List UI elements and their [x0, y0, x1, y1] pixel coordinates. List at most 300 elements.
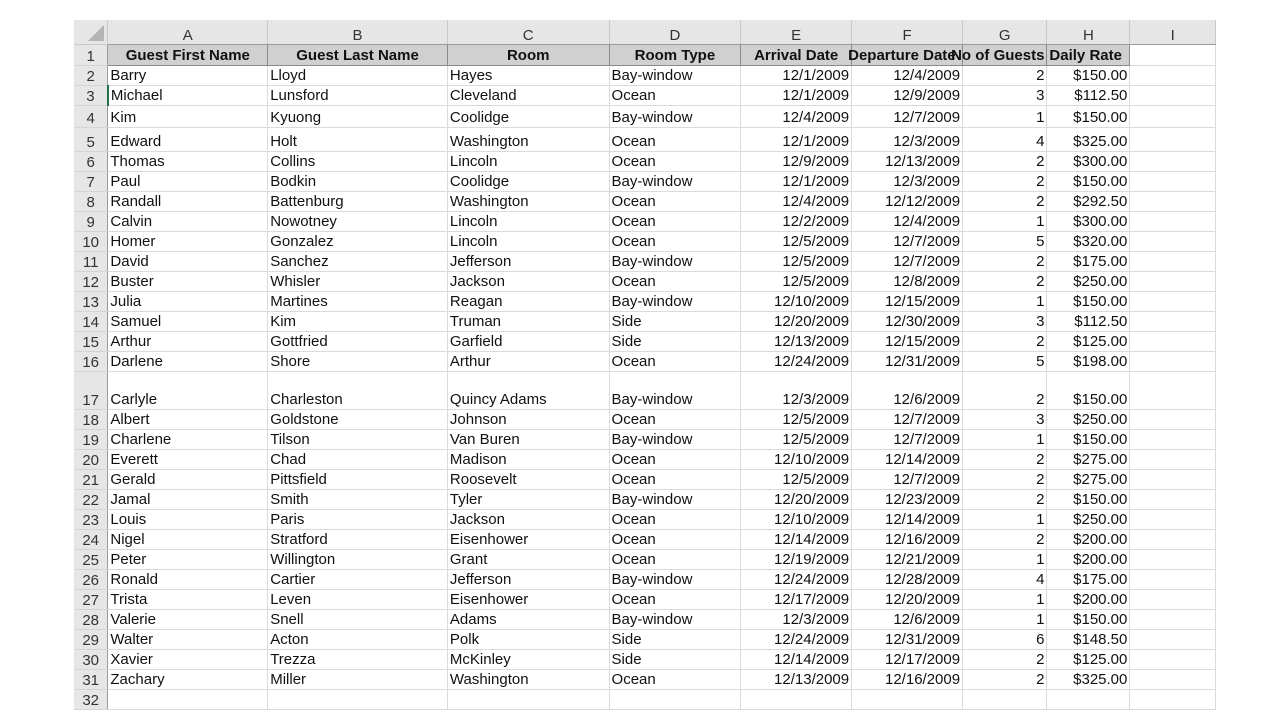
cell-guests[interactable]: 1: [963, 590, 1047, 610]
empty-cell[interactable]: [1130, 212, 1216, 232]
cell-daily-rate[interactable]: $150.00: [1047, 292, 1130, 312]
cell-daily-rate[interactable]: $300.00: [1047, 152, 1130, 172]
cell-last-name[interactable]: Martines: [268, 292, 448, 312]
cell-guests[interactable]: 2: [963, 66, 1047, 86]
cell-first-name[interactable]: Carlyle: [108, 372, 268, 410]
cell-departure-date[interactable]: 12/31/2009: [852, 352, 963, 372]
cell-last-name[interactable]: Tilson: [268, 430, 448, 450]
cell-departure-date[interactable]: 12/7/2009: [852, 430, 963, 450]
cell-room[interactable]: Tyler: [447, 490, 609, 510]
cell-daily-rate[interactable]: $325.00: [1047, 128, 1130, 152]
cell-arrival-date[interactable]: 12/24/2009: [741, 352, 852, 372]
cell-daily-rate[interactable]: $150.00: [1047, 610, 1130, 630]
column-header-c[interactable]: C: [447, 20, 609, 45]
cell-room[interactable]: McKinley: [447, 650, 609, 670]
cell-room-type[interactable]: Bay-window: [609, 490, 741, 510]
cell-last-name[interactable]: Charleston: [268, 372, 448, 410]
header-cell-first-name[interactable]: Guest First Name: [108, 45, 268, 66]
spreadsheet-grid[interactable]: [74, 20, 1216, 709]
empty-cell[interactable]: [1130, 690, 1216, 710]
cell-daily-rate[interactable]: $150.00: [1047, 66, 1130, 86]
row-header[interactable]: 7: [74, 172, 108, 192]
cell-room[interactable]: Eisenhower: [447, 590, 609, 610]
cell-guests[interactable]: 6: [963, 630, 1047, 650]
cell-daily-rate[interactable]: $150.00: [1047, 372, 1130, 410]
empty-cell[interactable]: [1130, 232, 1216, 252]
column-header-h[interactable]: H: [1047, 20, 1130, 45]
cell-first-name[interactable]: Zachary: [108, 670, 268, 690]
empty-cell[interactable]: [1130, 352, 1216, 372]
empty-cell[interactable]: [1130, 252, 1216, 272]
cell-first-name[interactable]: Arthur: [108, 332, 268, 352]
cell-departure-date[interactable]: 12/28/2009: [852, 570, 963, 590]
header-cell-room[interactable]: Room: [447, 45, 609, 66]
cell-daily-rate[interactable]: $150.00: [1047, 490, 1130, 510]
cell-last-name[interactable]: Willington: [268, 550, 448, 570]
cell-first-name[interactable]: Randall: [108, 192, 268, 212]
cell-last-name[interactable]: Acton: [268, 630, 448, 650]
cell-guests[interactable]: 2: [963, 372, 1047, 410]
cell-last-name[interactable]: Goldstone: [268, 410, 448, 430]
cell-daily-rate[interactable]: $200.00: [1047, 530, 1130, 550]
cell-first-name[interactable]: Ronald: [108, 570, 268, 590]
cell-departure-date[interactable]: 12/15/2009: [852, 332, 963, 352]
cell-guests[interactable]: 2: [963, 470, 1047, 490]
cell-departure-date[interactable]: 12/30/2009: [852, 312, 963, 332]
cell-room-type[interactable]: Ocean: [609, 272, 741, 292]
cell-daily-rate[interactable]: [1047, 690, 1130, 710]
cell-first-name[interactable]: Thomas: [108, 152, 268, 172]
row-header[interactable]: 2: [74, 66, 108, 86]
cell-room[interactable]: Coolidge: [447, 172, 609, 192]
row-header[interactable]: 22: [74, 490, 108, 510]
column-header-d[interactable]: D: [609, 20, 741, 45]
cell-daily-rate[interactable]: $148.50: [1047, 630, 1130, 650]
cell-arrival-date[interactable]: 12/13/2009: [741, 670, 852, 690]
cell-guests[interactable]: 2: [963, 172, 1047, 192]
cell-first-name[interactable]: Everett: [108, 450, 268, 470]
cell-arrival-date[interactable]: 12/5/2009: [741, 470, 852, 490]
cell-last-name[interactable]: Lloyd: [268, 66, 448, 86]
cell-room-type[interactable]: Ocean: [609, 450, 741, 470]
cell-last-name[interactable]: Leven: [268, 590, 448, 610]
row-header[interactable]: 12: [74, 272, 108, 292]
cell-last-name[interactable]: Nowotney: [268, 212, 448, 232]
cell-room[interactable]: Washington: [447, 128, 609, 152]
cell-guests[interactable]: 2: [963, 332, 1047, 352]
row-header[interactable]: 15: [74, 332, 108, 352]
cell-guests[interactable]: 5: [963, 232, 1047, 252]
cell-first-name[interactable]: Darlene: [108, 352, 268, 372]
cell-arrival-date[interactable]: 12/4/2009: [741, 106, 852, 128]
cell-daily-rate[interactable]: $275.00: [1047, 450, 1130, 470]
empty-cell[interactable]: [1130, 192, 1216, 212]
cell-daily-rate[interactable]: $112.50: [1047, 312, 1130, 332]
header-cell-last-name[interactable]: Guest Last Name: [268, 45, 448, 66]
row-header[interactable]: 13: [74, 292, 108, 312]
cell-arrival-date[interactable]: 12/24/2009: [741, 570, 852, 590]
select-all-corner[interactable]: [74, 20, 108, 45]
row-header[interactable]: 24: [74, 530, 108, 550]
row-header[interactable]: 4: [74, 106, 108, 128]
cell-arrival-date[interactable]: 12/1/2009: [741, 66, 852, 86]
empty-cell[interactable]: [1130, 86, 1216, 106]
cell-guests[interactable]: 4: [963, 570, 1047, 590]
cell-arrival-date[interactable]: 12/20/2009: [741, 312, 852, 332]
cell-departure-date[interactable]: 12/21/2009: [852, 550, 963, 570]
cell-daily-rate[interactable]: $250.00: [1047, 272, 1130, 292]
cell-first-name[interactable]: Samuel: [108, 312, 268, 332]
row-header[interactable]: 26: [74, 570, 108, 590]
cell-room[interactable]: Jefferson: [447, 252, 609, 272]
cell-first-name[interactable]: [108, 690, 268, 710]
empty-cell[interactable]: [1130, 530, 1216, 550]
empty-cell[interactable]: [1130, 372, 1216, 410]
empty-cell[interactable]: [1130, 66, 1216, 86]
cell-arrival-date[interactable]: 12/14/2009: [741, 530, 852, 550]
cell-last-name[interactable]: Kyuong: [268, 106, 448, 128]
cell-room-type[interactable]: Bay-window: [609, 610, 741, 630]
cell-room[interactable]: Coolidge: [447, 106, 609, 128]
cell-room[interactable]: Quincy Adams: [447, 372, 609, 410]
cell-room[interactable]: Lincoln: [447, 152, 609, 172]
cell-guests[interactable]: 2: [963, 192, 1047, 212]
empty-cell[interactable]: [1130, 450, 1216, 470]
cell-last-name[interactable]: Chad: [268, 450, 448, 470]
row-header[interactable]: 32: [74, 690, 108, 710]
cell-arrival-date[interactable]: 12/10/2009: [741, 450, 852, 470]
cell-last-name[interactable]: [268, 690, 448, 710]
row-header[interactable]: 18: [74, 410, 108, 430]
cell-guests[interactable]: 2: [963, 650, 1047, 670]
cell-room[interactable]: Roosevelt: [447, 470, 609, 490]
cell-arrival-date[interactable]: 12/4/2009: [741, 192, 852, 212]
cell-daily-rate[interactable]: $175.00: [1047, 570, 1130, 590]
cell-room[interactable]: [447, 690, 609, 710]
row-header[interactable]: 31: [74, 670, 108, 690]
empty-cell[interactable]: [1130, 430, 1216, 450]
cell-first-name[interactable]: Gerald: [108, 470, 268, 490]
cell-departure-date[interactable]: 12/12/2009: [852, 192, 963, 212]
cell-first-name[interactable]: Edward: [108, 128, 268, 152]
column-header-f[interactable]: F: [852, 20, 963, 45]
cell-departure-date[interactable]: 12/15/2009: [852, 292, 963, 312]
cell-first-name[interactable]: David: [108, 252, 268, 272]
cell-arrival-date[interactable]: 12/2/2009: [741, 212, 852, 232]
empty-cell[interactable]: [1130, 510, 1216, 530]
row-header[interactable]: 5: [74, 128, 108, 152]
cell-departure-date[interactable]: 12/3/2009: [852, 172, 963, 192]
row-header[interactable]: 19: [74, 430, 108, 450]
cell-guests[interactable]: 3: [963, 312, 1047, 332]
cell-arrival-date[interactable]: 12/5/2009: [741, 410, 852, 430]
cell-departure-date[interactable]: 12/7/2009: [852, 106, 963, 128]
cell-departure-date[interactable]: 12/4/2009: [852, 66, 963, 86]
header-cell-daily-rate[interactable]: Daily Rate: [1047, 45, 1130, 66]
cell-guests[interactable]: [963, 690, 1047, 710]
row-header[interactable]: 27: [74, 590, 108, 610]
cell-room-type[interactable]: Side: [609, 332, 741, 352]
cell-room-type[interactable]: Bay-window: [609, 252, 741, 272]
cell-first-name[interactable]: Buster: [108, 272, 268, 292]
cell-arrival-date[interactable]: 12/5/2009: [741, 430, 852, 450]
cell-guests[interactable]: 2: [963, 252, 1047, 272]
row-header[interactable]: 10: [74, 232, 108, 252]
cell-daily-rate[interactable]: $112.50: [1047, 86, 1130, 106]
cell-arrival-date[interactable]: 12/3/2009: [741, 372, 852, 410]
cell-room-type[interactable]: Ocean: [609, 152, 741, 172]
cell-daily-rate[interactable]: $150.00: [1047, 172, 1130, 192]
cell-daily-rate[interactable]: $250.00: [1047, 410, 1130, 430]
column-header-a[interactable]: A: [108, 20, 268, 45]
cell-guests[interactable]: 1: [963, 292, 1047, 312]
cell-guests[interactable]: 1: [963, 550, 1047, 570]
cell-room[interactable]: Jackson: [447, 510, 609, 530]
header-cell-no-of-guests[interactable]: No of Guests: [963, 45, 1047, 66]
cell-guests[interactable]: 1: [963, 610, 1047, 630]
cell-first-name[interactable]: Michael: [108, 86, 268, 106]
cell-room-type[interactable]: Ocean: [609, 550, 741, 570]
empty-cell[interactable]: [1130, 172, 1216, 192]
cell-departure-date[interactable]: 12/7/2009: [852, 232, 963, 252]
empty-cell[interactable]: [1130, 272, 1216, 292]
cell-arrival-date[interactable]: 12/10/2009: [741, 292, 852, 312]
empty-cell[interactable]: [1130, 570, 1216, 590]
cell-arrival-date[interactable]: 12/19/2009: [741, 550, 852, 570]
cell-guests[interactable]: 1: [963, 106, 1047, 128]
cell-last-name[interactable]: Sanchez: [268, 252, 448, 272]
cell-room[interactable]: Washington: [447, 192, 609, 212]
cell-first-name[interactable]: Valerie: [108, 610, 268, 630]
cell-guests[interactable]: 4: [963, 128, 1047, 152]
cell-room-type[interactable]: Bay-window: [609, 172, 741, 192]
cell-guests[interactable]: 3: [963, 86, 1047, 106]
empty-cell[interactable]: [1130, 410, 1216, 430]
row-header[interactable]: 25: [74, 550, 108, 570]
cell-arrival-date[interactable]: 12/20/2009: [741, 490, 852, 510]
cell-departure-date[interactable]: 12/13/2009: [852, 152, 963, 172]
cell-room-type[interactable]: Bay-window: [609, 430, 741, 450]
row-header[interactable]: 3: [74, 86, 108, 106]
cell-room-type[interactable]: Bay-window: [609, 106, 741, 128]
cell-last-name[interactable]: Collins: [268, 152, 448, 172]
cell-arrival-date[interactable]: [741, 690, 852, 710]
cell-daily-rate[interactable]: $198.00: [1047, 352, 1130, 372]
cell-departure-date[interactable]: 12/3/2009: [852, 128, 963, 152]
cell-first-name[interactable]: Kim: [108, 106, 268, 128]
cell-guests[interactable]: 2: [963, 450, 1047, 470]
cell-room[interactable]: Jefferson: [447, 570, 609, 590]
cell-last-name[interactable]: Lunsford: [268, 86, 448, 106]
cell-arrival-date[interactable]: 12/5/2009: [741, 232, 852, 252]
column-header-g[interactable]: G: [963, 20, 1047, 45]
cell-room-type[interactable]: Bay-window: [609, 570, 741, 590]
cell-departure-date[interactable]: 12/7/2009: [852, 410, 963, 430]
cell-first-name[interactable]: Julia: [108, 292, 268, 312]
cell-guests[interactable]: 1: [963, 430, 1047, 450]
empty-cell[interactable]: [1130, 292, 1216, 312]
cell-departure-date[interactable]: 12/8/2009: [852, 272, 963, 292]
cell-arrival-date[interactable]: 12/1/2009: [741, 86, 852, 106]
cell-room-type[interactable]: [609, 690, 741, 710]
cell-last-name[interactable]: Holt: [268, 128, 448, 152]
row-header[interactable]: 14: [74, 312, 108, 332]
cell-room-type[interactable]: Ocean: [609, 86, 741, 106]
cell-room-type[interactable]: Ocean: [609, 192, 741, 212]
cell-departure-date[interactable]: 12/14/2009: [852, 450, 963, 470]
cell-room-type[interactable]: Ocean: [609, 470, 741, 490]
column-header-b[interactable]: B: [268, 20, 448, 45]
row-header[interactable]: 20: [74, 450, 108, 470]
cell-guests[interactable]: 2: [963, 670, 1047, 690]
cell-room-type[interactable]: Ocean: [609, 410, 741, 430]
cell-last-name[interactable]: Pittsfield: [268, 470, 448, 490]
cell-first-name[interactable]: Albert: [108, 410, 268, 430]
row-header[interactable]: 6: [74, 152, 108, 172]
cell-room-type[interactable]: Ocean: [609, 590, 741, 610]
empty-cell[interactable]: [1130, 152, 1216, 172]
cell-last-name[interactable]: Cartier: [268, 570, 448, 590]
cell-last-name[interactable]: Paris: [268, 510, 448, 530]
cell-daily-rate[interactable]: $320.00: [1047, 232, 1130, 252]
cell-first-name[interactable]: Charlene: [108, 430, 268, 450]
cell-room[interactable]: Johnson: [447, 410, 609, 430]
cell-room[interactable]: Madison: [447, 450, 609, 470]
cell-departure-date[interactable]: 12/9/2009: [852, 86, 963, 106]
empty-cell[interactable]: [1130, 332, 1216, 352]
cell-departure-date[interactable]: 12/17/2009: [852, 650, 963, 670]
header-cell-departure-date[interactable]: Departure Date: [852, 45, 963, 66]
cell-departure-date[interactable]: 12/20/2009: [852, 590, 963, 610]
cell-room-type[interactable]: Ocean: [609, 232, 741, 252]
cell-daily-rate[interactable]: $325.00: [1047, 670, 1130, 690]
empty-cell[interactable]: [1130, 550, 1216, 570]
cell-departure-date[interactable]: 12/14/2009: [852, 510, 963, 530]
cell-room[interactable]: Washington: [447, 670, 609, 690]
cell-arrival-date[interactable]: 12/17/2009: [741, 590, 852, 610]
cell-room[interactable]: Hayes: [447, 66, 609, 86]
empty-cell[interactable]: [1130, 45, 1216, 66]
row-header[interactable]: 23: [74, 510, 108, 530]
cell-last-name[interactable]: Miller: [268, 670, 448, 690]
cell-room-type[interactable]: Side: [609, 312, 741, 332]
cell-arrival-date[interactable]: 12/10/2009: [741, 510, 852, 530]
cell-room-type[interactable]: Bay-window: [609, 372, 741, 410]
cell-room[interactable]: Garfield: [447, 332, 609, 352]
cell-guests[interactable]: 1: [963, 212, 1047, 232]
row-header[interactable]: 17: [74, 372, 108, 410]
cell-room-type[interactable]: Ocean: [609, 670, 741, 690]
cell-room[interactable]: Lincoln: [447, 232, 609, 252]
cell-departure-date[interactable]: 12/4/2009: [852, 212, 963, 232]
empty-cell[interactable]: [1130, 650, 1216, 670]
cell-room[interactable]: Reagan: [447, 292, 609, 312]
cell-daily-rate[interactable]: $175.00: [1047, 252, 1130, 272]
cell-last-name[interactable]: Smith: [268, 490, 448, 510]
cell-departure-date[interactable]: 12/7/2009: [852, 470, 963, 490]
cell-departure-date[interactable]: 12/6/2009: [852, 372, 963, 410]
cell-first-name[interactable]: Xavier: [108, 650, 268, 670]
cell-arrival-date[interactable]: 12/5/2009: [741, 272, 852, 292]
cell-daily-rate[interactable]: $150.00: [1047, 106, 1130, 128]
empty-cell[interactable]: [1130, 106, 1216, 128]
cell-daily-rate[interactable]: $275.00: [1047, 470, 1130, 490]
column-header-e[interactable]: E: [741, 20, 852, 45]
cell-room[interactable]: Adams: [447, 610, 609, 630]
empty-cell[interactable]: [1130, 610, 1216, 630]
header-cell-arrival-date[interactable]: Arrival Date: [741, 45, 852, 66]
row-header[interactable]: 8: [74, 192, 108, 212]
cell-guests[interactable]: 1: [963, 510, 1047, 530]
cell-first-name[interactable]: Paul: [108, 172, 268, 192]
cell-last-name[interactable]: Shore: [268, 352, 448, 372]
cell-room[interactable]: Polk: [447, 630, 609, 650]
row-header[interactable]: 30: [74, 650, 108, 670]
empty-cell[interactable]: [1130, 490, 1216, 510]
cell-room[interactable]: Cleveland: [447, 86, 609, 106]
cell-arrival-date[interactable]: 12/1/2009: [741, 172, 852, 192]
cell-last-name[interactable]: Battenburg: [268, 192, 448, 212]
cell-first-name[interactable]: Louis: [108, 510, 268, 530]
cell-room-type[interactable]: Ocean: [609, 212, 741, 232]
cell-room[interactable]: Van Buren: [447, 430, 609, 450]
cell-arrival-date[interactable]: 12/24/2009: [741, 630, 852, 650]
cell-departure-date[interactable]: 12/16/2009: [852, 670, 963, 690]
row-header[interactable]: 16: [74, 352, 108, 372]
cell-room-type[interactable]: Ocean: [609, 352, 741, 372]
cell-daily-rate[interactable]: $150.00: [1047, 430, 1130, 450]
empty-cell[interactable]: [1130, 312, 1216, 332]
cell-arrival-date[interactable]: 12/14/2009: [741, 650, 852, 670]
cell-guests[interactable]: 2: [963, 152, 1047, 172]
empty-cell[interactable]: [1130, 630, 1216, 650]
cell-first-name[interactable]: Nigel: [108, 530, 268, 550]
cell-daily-rate[interactable]: $292.50: [1047, 192, 1130, 212]
cell-guests[interactable]: 3: [963, 410, 1047, 430]
empty-cell[interactable]: [1130, 670, 1216, 690]
cell-room[interactable]: Lincoln: [447, 212, 609, 232]
cell-arrival-date[interactable]: 12/1/2009: [741, 128, 852, 152]
cell-daily-rate[interactable]: $200.00: [1047, 550, 1130, 570]
cell-last-name[interactable]: Kim: [268, 312, 448, 332]
cell-departure-date[interactable]: 12/16/2009: [852, 530, 963, 550]
cell-departure-date[interactable]: 12/23/2009: [852, 490, 963, 510]
cell-guests[interactable]: 2: [963, 490, 1047, 510]
cell-departure-date[interactable]: 12/6/2009: [852, 610, 963, 630]
cell-guests[interactable]: 2: [963, 272, 1047, 292]
cell-last-name[interactable]: Bodkin: [268, 172, 448, 192]
cell-daily-rate[interactable]: $125.00: [1047, 332, 1130, 352]
row-header[interactable]: 28: [74, 610, 108, 630]
cell-daily-rate[interactable]: $250.00: [1047, 510, 1130, 530]
cell-room-type[interactable]: Ocean: [609, 128, 741, 152]
cell-last-name[interactable]: Gonzalez: [268, 232, 448, 252]
row-header[interactable]: 1: [74, 45, 108, 66]
cell-first-name[interactable]: Jamal: [108, 490, 268, 510]
empty-cell[interactable]: [1130, 128, 1216, 152]
cell-first-name[interactable]: Calvin: [108, 212, 268, 232]
cell-first-name[interactable]: Homer: [108, 232, 268, 252]
cell-daily-rate[interactable]: $125.00: [1047, 650, 1130, 670]
cell-arrival-date[interactable]: 12/3/2009: [741, 610, 852, 630]
row-header[interactable]: 21: [74, 470, 108, 490]
cell-last-name[interactable]: Trezza: [268, 650, 448, 670]
cell-room[interactable]: Eisenhower: [447, 530, 609, 550]
cell-first-name[interactable]: Peter: [108, 550, 268, 570]
row-header[interactable]: 29: [74, 630, 108, 650]
cell-room-type[interactable]: Bay-window: [609, 66, 741, 86]
cell-room-type[interactable]: Ocean: [609, 510, 741, 530]
